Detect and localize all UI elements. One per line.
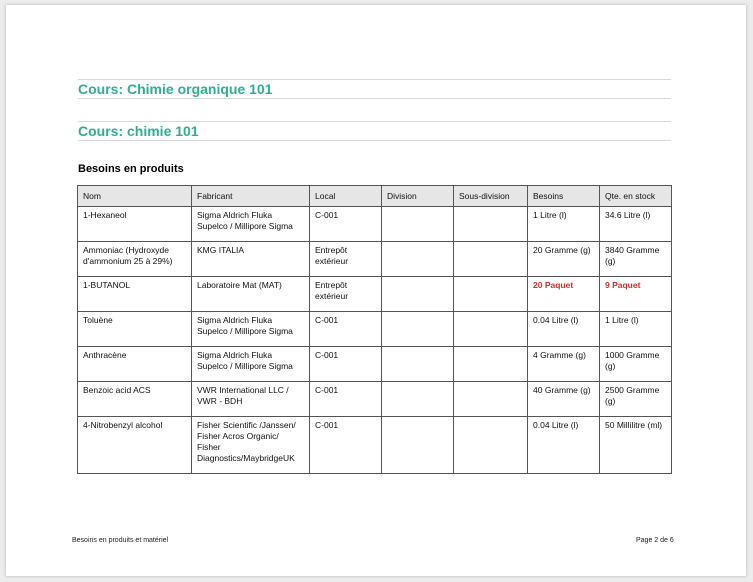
cell-nom: 4-Nitrobenzyl alcohol bbox=[78, 417, 192, 474]
header-stock: Qte. en stock bbox=[600, 186, 672, 207]
cell-local: Entrepôt extérieur bbox=[310, 242, 382, 277]
cell-local: C-001 bbox=[310, 207, 382, 242]
cell-division bbox=[382, 277, 454, 312]
cell-stock-alert: 9 Paquet bbox=[600, 277, 672, 312]
cell-besoins: 1 Litre (l) bbox=[528, 207, 600, 242]
cell-fabricant: Sigma Aldrich Fluka Supelco / Millipore Sigma bbox=[192, 347, 310, 382]
cell-local: C-001 bbox=[310, 312, 382, 347]
cell-fabricant: Laboratoire Mat (MAT) bbox=[192, 277, 310, 312]
cell-sous-division bbox=[454, 347, 528, 382]
cell-division bbox=[382, 312, 454, 347]
header-sous-division: Sous-division bbox=[454, 186, 528, 207]
cell-division bbox=[382, 382, 454, 417]
cell-fabricant: Fisher Scientific /Janssen/ Fisher Acros Organic/ Fisher Diagnostics/MaybridgeUK bbox=[192, 417, 310, 474]
cell-stock: 50 Millilitre (ml) bbox=[600, 417, 672, 474]
cell-besoins: 40 Gramme (g) bbox=[528, 382, 600, 417]
header-nom: Nom bbox=[78, 186, 192, 207]
cell-nom: Anthracène bbox=[78, 347, 192, 382]
document-page bbox=[6, 5, 746, 576]
table-header-row bbox=[78, 186, 672, 207]
cell-stock: 34.6 Litre (l) bbox=[600, 207, 672, 242]
cell-besoins-alert: 20 Paquet bbox=[528, 277, 600, 312]
header-division: Division bbox=[382, 186, 454, 207]
table-row bbox=[78, 242, 672, 277]
cell-sous-division bbox=[454, 417, 528, 474]
cell-division bbox=[382, 347, 454, 382]
cell-sous-division bbox=[454, 207, 528, 242]
cell-fabricant: Sigma Aldrich Fluka Supelco / Millipore Sigma bbox=[192, 207, 310, 242]
cell-sous-division bbox=[454, 242, 528, 277]
cell-fabricant: Sigma Aldrich Fluka Supelco / Millipore Sigma bbox=[192, 312, 310, 347]
cell-besoins: 0.04 Litre (l) bbox=[528, 417, 600, 474]
footer-document-title: Besoins en produits et matériel bbox=[72, 537, 169, 544]
cell-sous-division bbox=[454, 312, 528, 347]
cell-local: C-001 bbox=[310, 382, 382, 417]
cell-besoins: 20 Gramme (g) bbox=[528, 242, 600, 277]
cell-sous-division bbox=[454, 277, 528, 312]
cell-besoins: 4 Gramme (g) bbox=[528, 347, 600, 382]
cell-nom: Benzoic acid ACS bbox=[78, 382, 192, 417]
cell-stock: 1000 Gramme (g) bbox=[600, 347, 672, 382]
table-row bbox=[78, 382, 672, 417]
cell-nom: 1-BUTANOL bbox=[78, 277, 192, 312]
table-row bbox=[78, 347, 672, 382]
footer-page-number: Page 2 de 6 bbox=[636, 537, 674, 544]
course-heading-1: Cours: Chimie organique 101 bbox=[78, 79, 671, 99]
cell-besoins: 0.04 Litre (l) bbox=[528, 312, 600, 347]
cell-division bbox=[382, 242, 454, 277]
cell-fabricant: VWR International LLC / VWR - BDH bbox=[192, 382, 310, 417]
cell-stock: 2500 Gramme (g) bbox=[600, 382, 672, 417]
table-row bbox=[78, 312, 672, 347]
header-local: Local bbox=[310, 186, 382, 207]
header-besoins: Besoins bbox=[528, 186, 600, 207]
table-row bbox=[78, 277, 672, 312]
course-heading-2: Cours: chimie 101 bbox=[78, 121, 671, 141]
cell-local: C-001 bbox=[310, 347, 382, 382]
cell-division bbox=[382, 207, 454, 242]
products-table bbox=[77, 185, 672, 474]
cell-division bbox=[382, 417, 454, 474]
cell-stock: 3840 Gramme (g) bbox=[600, 242, 672, 277]
header-fabricant: Fabricant bbox=[192, 186, 310, 207]
cell-sous-division bbox=[454, 382, 528, 417]
cell-nom: 1-Hexaneol bbox=[78, 207, 192, 242]
cell-stock: 1 Litre (l) bbox=[600, 312, 672, 347]
cell-local: Entrepôt extérieur bbox=[310, 277, 382, 312]
table-row bbox=[78, 207, 672, 242]
cell-nom: Toluène bbox=[78, 312, 192, 347]
cell-nom: Ammoniac (Hydroxyde d'ammonium 25 à 29%) bbox=[78, 242, 192, 277]
section-title: Besoins en produits bbox=[78, 163, 184, 175]
table-row bbox=[78, 417, 672, 474]
cell-fabricant: KMG ITALIA bbox=[192, 242, 310, 277]
cell-local: C-001 bbox=[310, 417, 382, 474]
